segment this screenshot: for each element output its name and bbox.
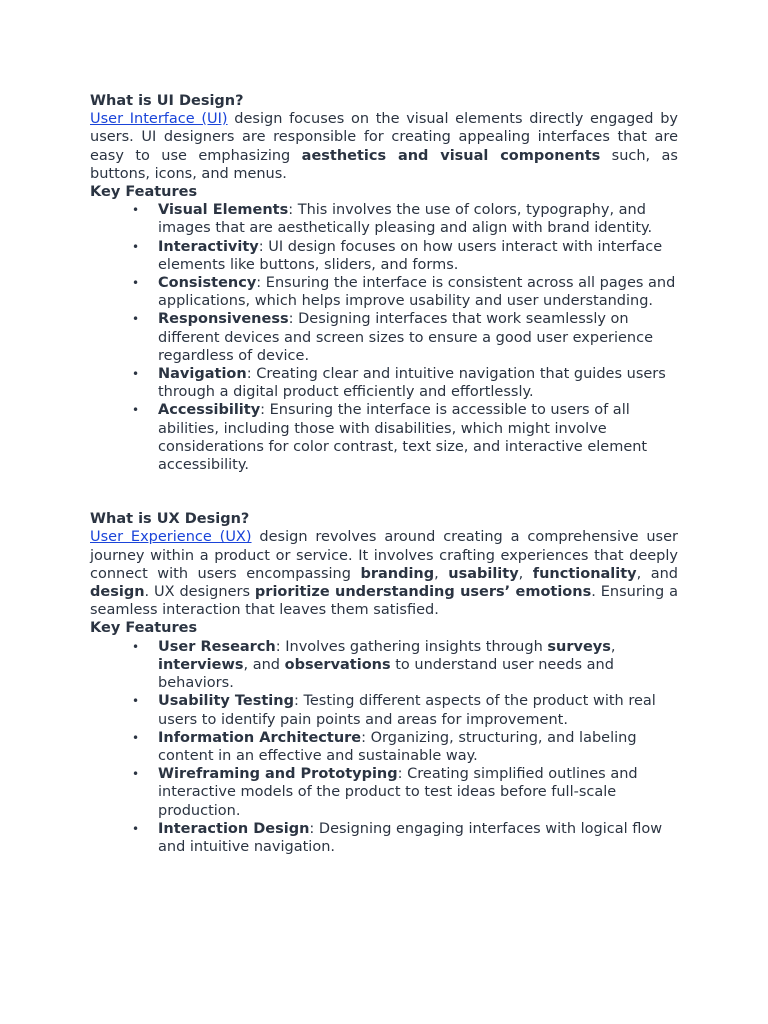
ux-features-list xyxy=(90,638,678,856)
bullet-icon: • xyxy=(132,730,140,745)
list-item: • Visual Elements: This involves the use of colors, typography, and images that are aesthetically pleasing and align with brand identity. xyxy=(132,202,653,237)
list-item: • Wireframing and Prototyping: Creating simplified outlines and interactive models of the product to test ideas before full-scale production. xyxy=(132,766,638,819)
bullet-icon: • xyxy=(132,821,140,836)
ui-intro: User Interface (UI) design focuses on the visual elements directly engaged by users. UI designers are responsible for creating appealing interfaces that are easy to use emphasizing aesthetics and visual components such, as buttons, icons, and menus. xyxy=(90,111,678,182)
ux-key-features-heading: Key Features xyxy=(90,620,198,637)
list-item: • Information Architecture: Organizing, structuring, and labeling content in an effective and sustainable way. xyxy=(132,729,637,764)
bullet-icon: • xyxy=(132,639,140,654)
ux-link[interactable]: User Experience (UX) xyxy=(90,529,252,546)
ui-link[interactable]: User Interface (UI) xyxy=(90,111,228,128)
list-item: • Interactivity: UI design focuses on how users interact with interface elements like buttons, sliders, and forms. xyxy=(132,238,663,273)
ux-heading: What is UX Design? xyxy=(90,511,250,528)
bullet-icon: • xyxy=(132,403,140,418)
list-item: • Interaction Design: Designing engaging interfaces with logical flow and intuitive navigation. xyxy=(132,820,663,855)
section-spacer xyxy=(90,474,678,510)
list-item: • Responsiveness: Designing interfaces that work seamlessly on different devices and screen sizes to ensure a good user experience regardless of device. xyxy=(132,311,654,364)
bullet-icon: • xyxy=(132,694,140,709)
ui-features-list xyxy=(90,201,678,474)
bullet-icon: • xyxy=(132,312,140,327)
ui-heading: What is UI Design? xyxy=(90,93,244,109)
bullet-icon: • xyxy=(132,276,140,291)
document-page xyxy=(90,92,678,856)
list-item: • Accessibility: Ensuring the interface is accessible to users of all abilities, including those with disabilities, which might involve considerations for color contrast, text size, and interactive element accessibility. xyxy=(132,402,648,474)
ux-intro: User Experience (UX) design revolves around creating a comprehensive user journey within a product or service. It involves crafting experiences that deeply connect with users encompassing branding, usability, functionality, and design. UX designers prioritize understanding users’ emotions. Ensuring a seamless interaction that leaves them satisfied. xyxy=(90,529,679,619)
list-item: • Usability Testing: Testing different aspects of the product with real users to identify pain points and areas for improvement. xyxy=(132,693,656,728)
list-item: • Consistency: Ensuring the interface is consistent across all pages and applications, which helps improve usability and user understanding. xyxy=(132,275,676,310)
ui-key-features-heading: Key Features xyxy=(90,184,198,201)
list-item: • User Research: Involves gathering insights through surveys, interviews, and observations to understand user needs and behaviors. xyxy=(132,638,616,692)
bullet-icon: • xyxy=(132,203,140,218)
bullet-icon: • xyxy=(132,767,140,782)
bullet-icon: • xyxy=(132,367,140,382)
list-item: • Navigation: Creating clear and intuitive navigation that guides users through a digital product efficiently and effortlessly. xyxy=(132,366,666,401)
bullet-icon: • xyxy=(132,239,140,254)
